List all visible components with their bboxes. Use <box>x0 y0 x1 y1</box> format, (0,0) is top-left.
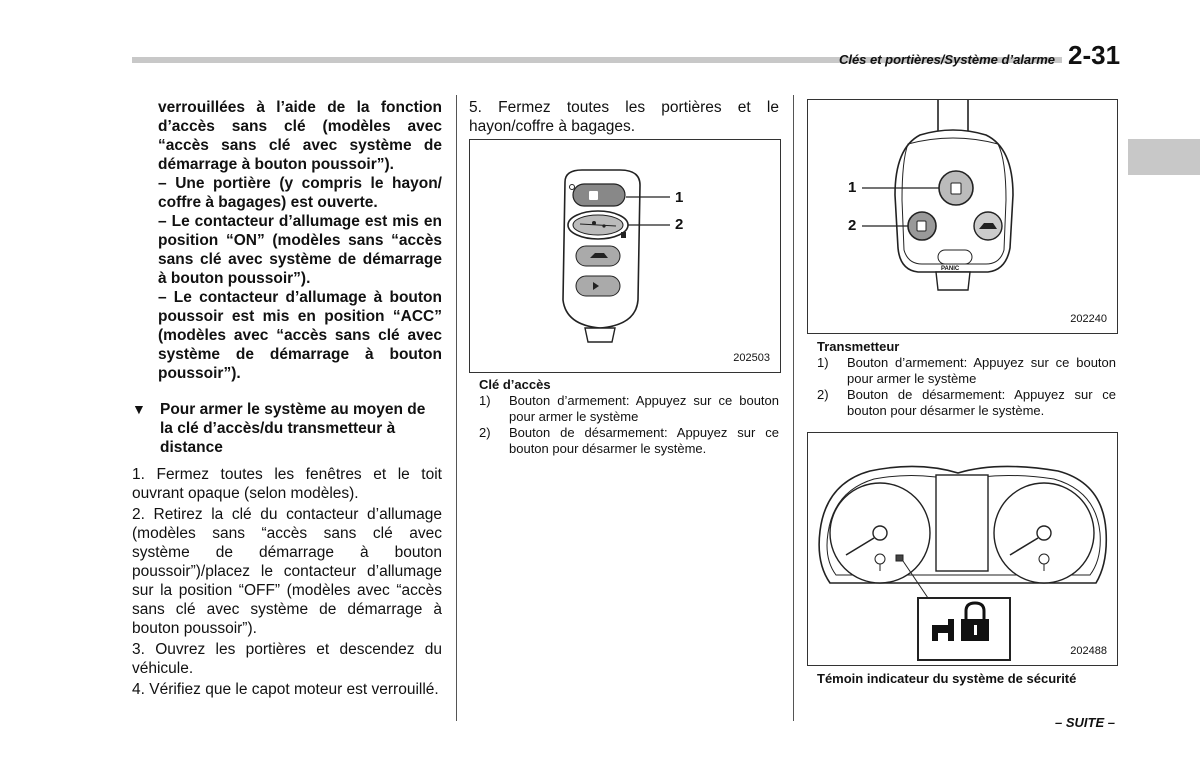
figure-id: 202488 <box>1070 645 1107 657</box>
transmitter-caption <box>817 339 1116 419</box>
caption-text: Bouton de désarmement: Appuyez sur ce bouton pour désarmer le système. <box>847 387 1116 418</box>
access-key-illustration <box>470 140 780 372</box>
step-item: 3. Ouvrez les portières et descendez du véhicule. <box>132 641 442 677</box>
caption-item <box>817 355 1116 387</box>
security-indicator-figure <box>807 432 1118 666</box>
caption-text: Bouton d’armement: Appuyez sur ce bouton pour armer le système <box>509 393 779 424</box>
intro-line: – Une portière (y compris le hayon/ coffre à bagages) est ouverte. <box>158 175 442 211</box>
security-indicator-caption: Témoin indicateur du système de sécurité <box>817 671 1077 686</box>
callout-1: 1 <box>675 189 684 206</box>
access-key-figure <box>469 139 781 373</box>
column-divider-left <box>456 95 457 721</box>
panic-label: PANIC <box>941 266 960 272</box>
heading-text: Pour armer le système au moyen de la clé d’accès/du transmetteur à distance <box>160 401 426 456</box>
step-item: 1. Fermez toutes les fenêtres et le toit ouvrant opaque (selon modèles). <box>132 466 442 502</box>
caption-text: Bouton d’armement: Appuyez sur ce bouton pour armer le système <box>847 355 1116 386</box>
section-title: Clés et portières/Système d’alarme <box>838 52 1055 67</box>
caption-number: 1) <box>817 355 829 370</box>
continue-label: – SUITE – <box>1055 715 1115 730</box>
step-item: 2. Retirez la clé du contacteur d’allumage (modèles sans “accès sans clé avec système de démarrage à bouton poussoir”)/placez le contacteur d’allumage sur la position “OFF” (modèles avec “accès sans clé avec système de démarrage à bouton poussoir”). <box>132 506 442 637</box>
section-heading <box>132 400 442 457</box>
steps-list <box>132 465 442 699</box>
callout-2: 2 <box>848 217 857 234</box>
step-item: 4. Vérifiez que le capot moteur est verrouillé. <box>132 681 439 698</box>
intro-line: verrouillées à l’aide de la fonction d’accès sans clé (modèles avec “accès sans clé avec système de démarrage à bouton poussoir”). <box>158 99 442 173</box>
figure-id: 202503 <box>733 352 770 364</box>
caption-number: 2) <box>479 425 491 440</box>
intro-bold-block <box>132 98 442 383</box>
callout-1: 1 <box>848 179 857 196</box>
caption-text: Bouton de désarmement: Appuyez sur ce bouton pour désarmer le système. <box>509 425 779 456</box>
caption-item <box>817 387 1116 419</box>
transmitter-figure <box>807 99 1118 334</box>
instrument-cluster-illustration <box>808 433 1117 665</box>
left-column <box>132 98 442 699</box>
caption-number: 1) <box>479 393 491 408</box>
figure-id: 202240 <box>1070 313 1107 325</box>
chapter-tab <box>1128 139 1200 175</box>
caption-item <box>479 425 779 457</box>
callout-2: 2 <box>675 216 684 233</box>
intro-line: – Le contacteur d’allumage à bouton poussoir est mis en position “ACC” (modèles avec “accès sans clé avec système de démarrage à bouton poussoir”). <box>158 289 442 382</box>
step-5: 5. Fermez toutes les portières et le hayon/coffre à bagages. <box>469 99 779 135</box>
caption-item <box>479 393 779 425</box>
caption-title: Clé d’accès <box>479 377 551 392</box>
caption-number: 2) <box>817 387 829 402</box>
triangle-marker-icon: ▼ <box>132 401 146 417</box>
intro-line: – Le contacteur d’allumage est mis en position “ON” (modèles sans “accès sans clé avec système de démarrage à bouton poussoir”). <box>158 213 442 287</box>
caption-title: Transmetteur <box>817 339 900 354</box>
page-number: 2-31 <box>1068 40 1121 70</box>
access-key-caption <box>479 377 779 457</box>
column-divider-right <box>793 95 794 721</box>
